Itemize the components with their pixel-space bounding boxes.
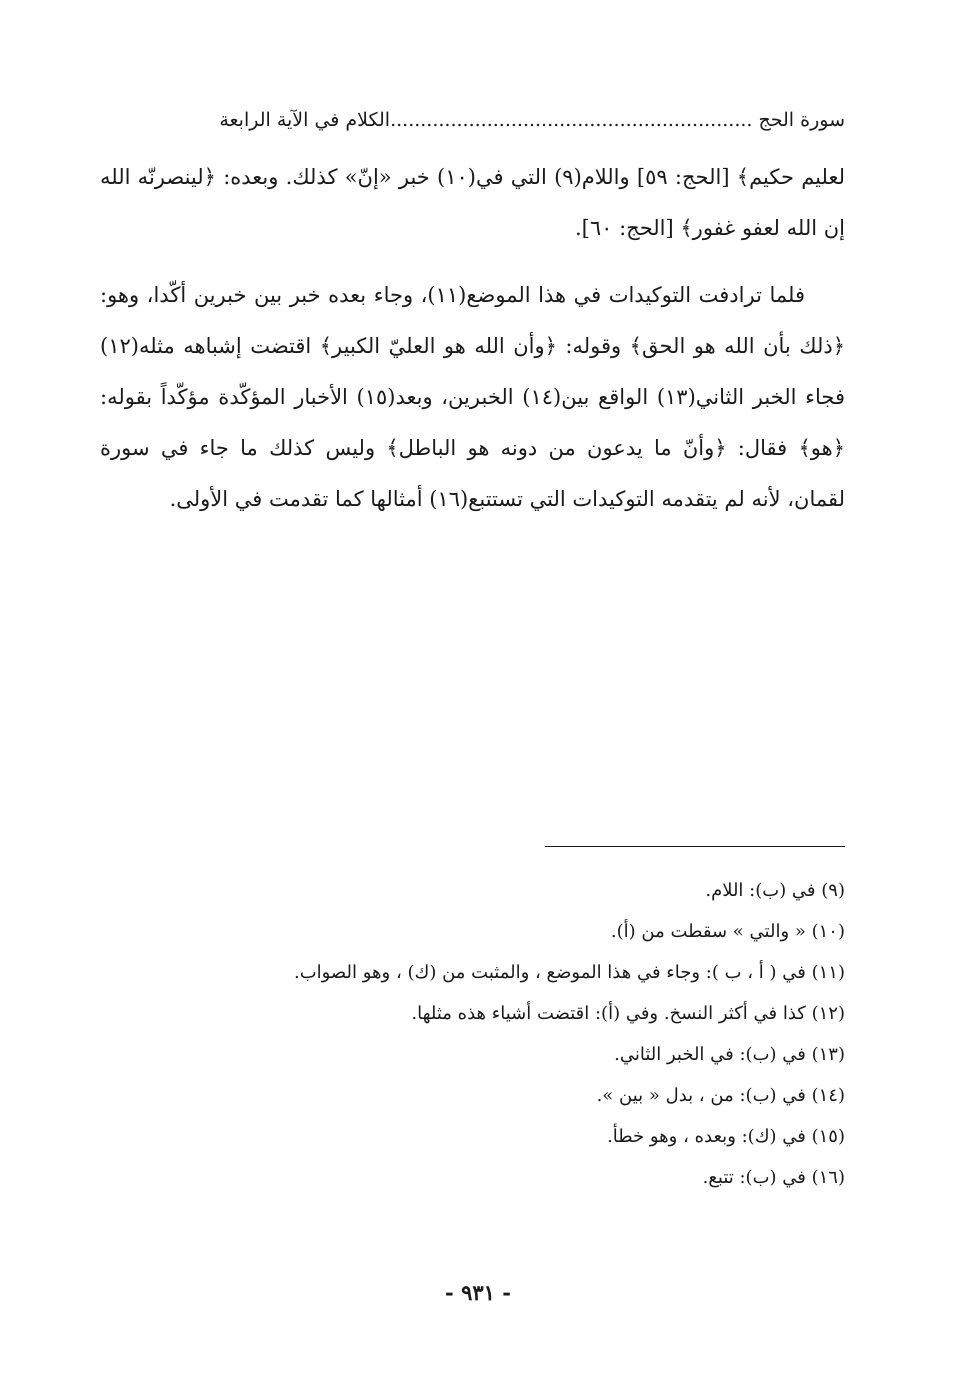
running-header: سورة الحج ............................................................الكلام في الآية الرابعة <box>219 109 845 131</box>
paragraph: فلما ترادفت التوكيدات في هذا الموضع(١١)، وجاء بعده خبر بين خبرين أكّدا، وهو: ﴿ذلك بأن الله هو الحق﴾ وقوله: ﴿وأن الله هو العليّ الكبير﴾ اقتضت إشباهه مثله(١٢) فجاء الخبر الثاني(١٣) الواقع بين(١٤) الخبرين، وبعد(١٥) الأخبار المؤكّدة مؤكّداً بقوله: ﴿هو﴾ فقال: ﴿وأنّ ما يدعون من دونه هو الباطل﴾ وليس كذلك ما جاء في سورة لقمان، لأنه لم يتقدمه التوكيدات التي تستتبع(١٦) أمثالها كما تقدمت في الأولى. <box>100 283 845 511</box>
footnote: (١٠) « والتي » سقطت من (أ). <box>610 921 845 942</box>
paragraph: لعليم حكيم﴾ [الحج: ٥٩] واللام(٩) التي في(١٠) خبر «إنّ» كذلك. وبعده: ﴿لينصرنّه الله إن الله لعفو غفور﴾ [الحج: ٦٠]. <box>100 165 845 240</box>
page-number: - ٩٣١ - <box>445 1280 511 1305</box>
main-text <box>100 152 845 525</box>
footnote: (١٦) في (ب): تتبع. <box>702 1167 845 1188</box>
footnote: (١٢) كذا في أكثر النسخ. وفي (أ): اقتضت أشياء هذه مثلها. <box>411 1003 845 1024</box>
footnote: (١٣) في (ب): في الخبر الثاني. <box>614 1044 845 1065</box>
footnote: (٩) في (ب): اللام. <box>705 880 845 901</box>
footnote: (١٤) في (ب): من ، بدل « بين ». <box>596 1085 845 1106</box>
footnote: (١١) في ( أ ، ب ): وجاء في هذا الموضع ، والمثبت من (ك) ، وهو الصواب. <box>293 962 845 983</box>
footnotes <box>100 870 845 1198</box>
footnote: (١٥) في (ك): وبعده ، وهو خطأ. <box>607 1126 845 1147</box>
footnote-separator <box>545 846 845 847</box>
